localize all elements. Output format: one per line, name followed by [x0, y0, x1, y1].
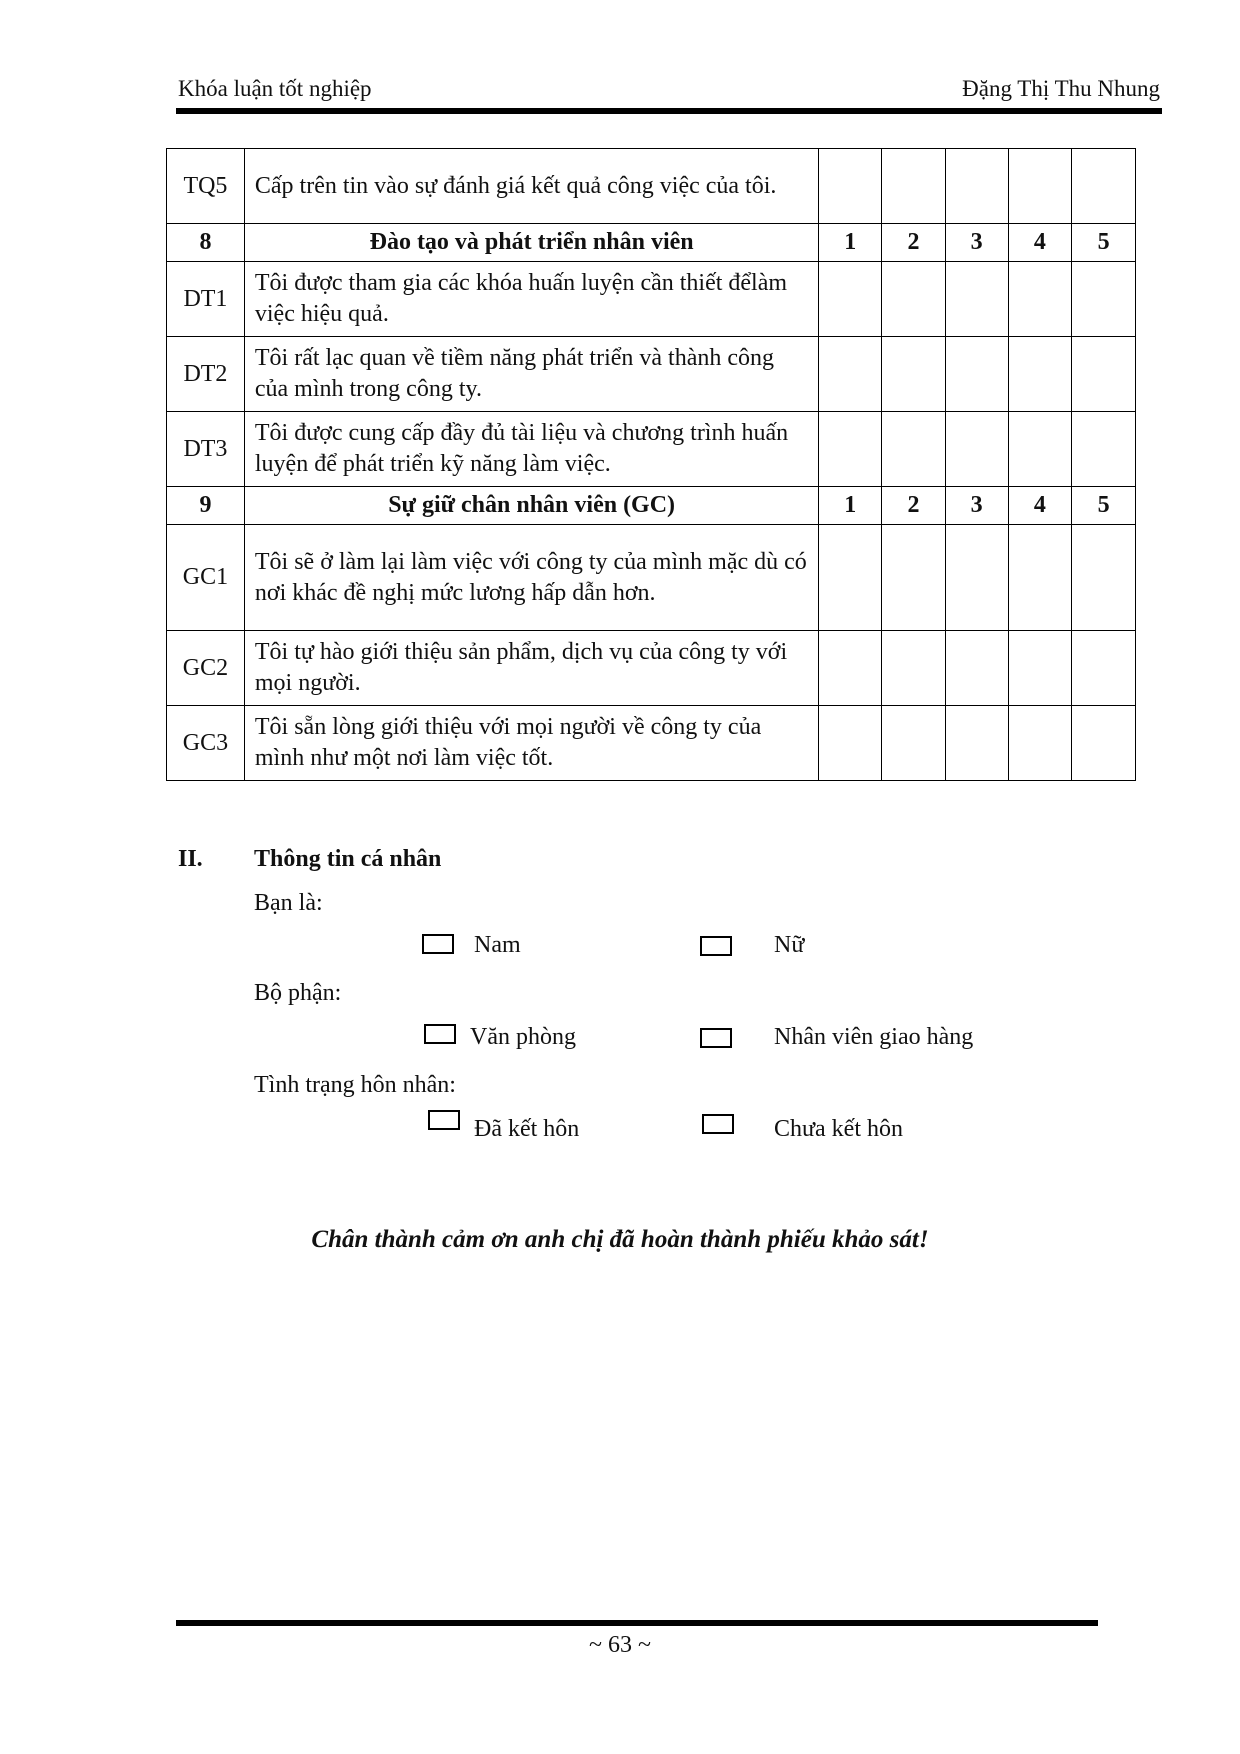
option-single-label: Chưa kết hôn — [774, 1116, 903, 1142]
table-row-gc2 — [167, 631, 1136, 706]
rating-cell-4[interactable] — [1008, 412, 1072, 487]
scale-header: 1 — [819, 224, 882, 262]
rating-cell-5[interactable] — [1072, 525, 1136, 631]
scale-header: 5 — [1072, 487, 1136, 525]
scale-header: 1 — [819, 487, 882, 525]
checkbox-office[interactable] — [424, 1024, 456, 1044]
option-office-label: Văn phòng — [470, 1024, 576, 1050]
rating-cell-5[interactable] — [1072, 706, 1136, 781]
scale-header: 5 — [1072, 224, 1136, 262]
table-row-dt1 — [167, 262, 1136, 337]
section-number: 9 — [167, 487, 245, 525]
department-label: Bộ phận: — [254, 980, 342, 1006]
rating-cell-5[interactable] — [1072, 412, 1136, 487]
rating-cell-2[interactable] — [882, 631, 946, 706]
checkbox-male[interactable] — [422, 934, 454, 954]
scale-header: 4 — [1008, 487, 1072, 525]
rating-cell-4[interactable] — [1008, 631, 1072, 706]
page-number: ~ 63 ~ — [589, 1632, 651, 1658]
row-code: DT1 — [167, 262, 245, 337]
option-delivery-staff-label: Nhân viên giao hàng — [774, 1024, 974, 1050]
option-married-label: Đã kết hôn — [474, 1116, 580, 1142]
header-title: Khóa luận tốt nghiệp — [178, 76, 372, 101]
row-statement: Tôi tự hào giới thiệu sản phẩm, dịch vụ của công ty với mọi người. — [244, 631, 819, 706]
row-statement: Tôi được cung cấp đầy đủ tài liệu và chương trình huấn luyện để phát triển kỹ năng làm việc. — [244, 412, 819, 487]
scale-header: 3 — [945, 487, 1008, 525]
rating-cell-1[interactable] — [819, 706, 882, 781]
row-code: GC1 — [167, 525, 245, 631]
row-code: DT3 — [167, 412, 245, 487]
rating-cell-3[interactable] — [945, 412, 1008, 487]
row-statement: Cấp trên tin vào sự đánh giá kết quả công việc của tôi. — [244, 149, 819, 224]
rating-cell-5[interactable] — [1072, 262, 1136, 337]
rating-cell-1[interactable] — [819, 631, 882, 706]
scale-header: 4 — [1008, 224, 1072, 262]
rating-cell-2[interactable] — [882, 262, 946, 337]
rating-cell-3[interactable] — [945, 525, 1008, 631]
row-statement: Tôi rất lạc quan về tiềm năng phát triển và thành công của mình trong công ty. — [244, 337, 819, 412]
rating-cell-1[interactable] — [819, 412, 882, 487]
checkbox-married[interactable] — [428, 1110, 460, 1130]
row-code: GC3 — [167, 706, 245, 781]
rating-cell-1[interactable] — [819, 525, 882, 631]
rating-cell-1[interactable] — [819, 262, 882, 337]
option-female-label: Nữ — [774, 932, 805, 958]
row-code: DT2 — [167, 337, 245, 412]
rating-cell-2[interactable] — [882, 412, 946, 487]
section-number: II. — [178, 846, 203, 872]
rating-cell-3[interactable] — [945, 337, 1008, 412]
scale-header: 2 — [882, 487, 946, 525]
rating-cell-1[interactable] — [819, 149, 882, 224]
rating-cell-2[interactable] — [882, 149, 946, 224]
checkbox-single[interactable] — [702, 1114, 734, 1134]
table-row-gc3 — [167, 706, 1136, 781]
checkbox-female[interactable] — [700, 936, 732, 956]
row-statement: Tôi sẵn lòng giới thiệu với mọi người về công ty của mình như một nơi làm việc tốt. — [244, 706, 819, 781]
rating-cell-2[interactable] — [882, 525, 946, 631]
header-author: Đặng Thị Thu Nhung — [962, 76, 1160, 101]
row-code: GC2 — [167, 631, 245, 706]
rating-cell-4[interactable] — [1008, 337, 1072, 412]
gender-label: Bạn là: — [254, 890, 323, 916]
table-row-gc1 — [167, 525, 1136, 631]
rating-cell-3[interactable] — [945, 149, 1008, 224]
rating-cell-4[interactable] — [1008, 149, 1072, 224]
section-title: Sự giữ chân nhân viên (GC) — [244, 487, 819, 525]
checkbox-delivery-staff[interactable] — [700, 1028, 732, 1048]
section-number: 8 — [167, 224, 245, 262]
section-title: Đào tạo và phát triển nhân viên — [244, 224, 819, 262]
rating-cell-3[interactable] — [945, 262, 1008, 337]
rating-cell-4[interactable] — [1008, 525, 1072, 631]
rating-cell-4[interactable] — [1008, 706, 1072, 781]
rating-cell-5[interactable] — [1072, 337, 1136, 412]
header-rule — [176, 108, 1162, 114]
thank-you-note: Chân thành cảm ơn anh chị đã hoàn thành phiếu khảo sát! — [311, 1226, 929, 1253]
row-statement: Tôi sẽ ở làm lại làm việc với công ty của mình mặc dù có nơi khác đề nghị mức lương hấp dẫn hơn. — [244, 525, 819, 631]
section-title: Thông tin cá nhân — [254, 846, 442, 872]
footer-rule — [176, 1620, 1098, 1626]
section-row-8 — [167, 224, 1136, 262]
scale-header: 3 — [945, 224, 1008, 262]
scale-header: 2 — [882, 224, 946, 262]
table-row-dt2 — [167, 337, 1136, 412]
table-row-dt3 — [167, 412, 1136, 487]
rating-cell-3[interactable] — [945, 706, 1008, 781]
marital-status-label: Tình trạng hôn nhân: — [254, 1072, 456, 1098]
rating-cell-3[interactable] — [945, 631, 1008, 706]
row-code: TQ5 — [167, 149, 245, 224]
option-male-label: Nam — [474, 932, 521, 958]
rating-cell-4[interactable] — [1008, 262, 1072, 337]
rating-cell-5[interactable] — [1072, 149, 1136, 224]
rating-cell-2[interactable] — [882, 337, 946, 412]
rating-cell-1[interactable] — [819, 337, 882, 412]
table-row-tq5 — [167, 149, 1136, 224]
rating-cell-2[interactable] — [882, 706, 946, 781]
survey-table — [166, 148, 1136, 781]
rating-cell-5[interactable] — [1072, 631, 1136, 706]
row-statement: Tôi được tham gia các khóa huấn luyện cần thiết đểlàm việc hiệu quả. — [244, 262, 819, 337]
section-row-9 — [167, 487, 1136, 525]
